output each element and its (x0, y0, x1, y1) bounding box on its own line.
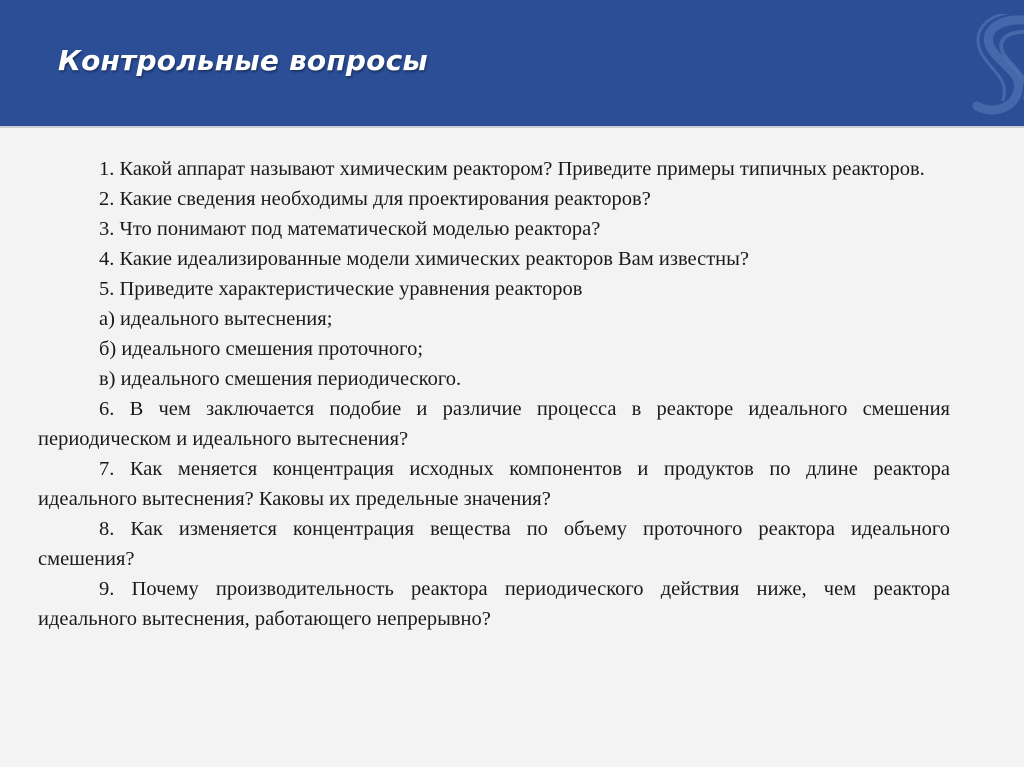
question-1: 1. Какой аппарат называют химическим реактором? Приведите примеры типичных реакторов. (99, 158, 925, 180)
swirl-logo-icon (965, 14, 1024, 118)
header-divider (0, 126, 1024, 128)
slide-title: Контрольные вопросы (58, 44, 428, 77)
question-6: 6. В чем заключается подобие и различие процесса в реакторе идеального смешения периодическом и идеального вытеснения? (38, 398, 950, 450)
question-9: 9. Почему производительность реактора периодического действия ниже, чем реактора идеального вытеснения, работающего непрерывно? (38, 578, 950, 630)
question-5c: в) идеального смешения периодического. (99, 368, 462, 390)
question-8: 8. Как изменяется концентрация вещества по объему проточного реактора идеального смешения? (38, 518, 950, 570)
question-4: 4. Какие идеализированные модели химических реакторов Вам известны? (99, 248, 750, 270)
question-5: 5. Приведите характеристические уравнения реакторов (99, 278, 583, 300)
question-3: 3. Что понимают под математической моделью реактора? (99, 218, 601, 240)
question-7: 7. Как меняется концентрация исходных компонентов и продуктов по длине реактора идеального вытеснения? Каковы их предельные значения? (38, 458, 950, 510)
question-5a: а) идеального вытеснения; (99, 308, 333, 330)
header-bar (0, 0, 1024, 126)
question-5b: б) идеального смешения проточного; (99, 338, 424, 360)
questions-list (38, 154, 950, 634)
question-2: 2. Какие сведения необходимы для проектирования реакторов? (99, 188, 651, 210)
